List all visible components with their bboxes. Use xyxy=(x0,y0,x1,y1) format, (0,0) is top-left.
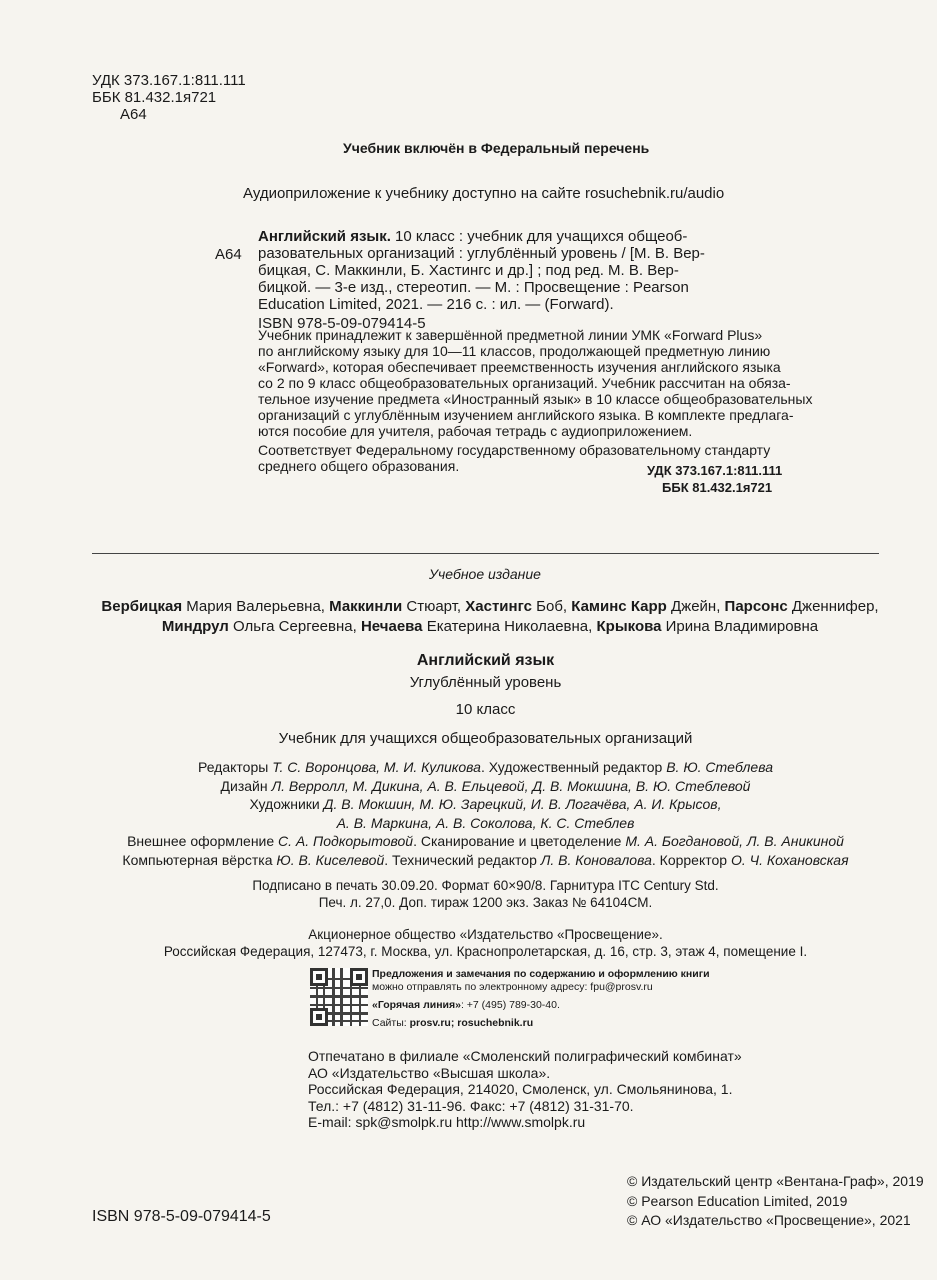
copyright-line: © Pearson Education Limited, 2019 xyxy=(627,1192,848,1209)
udk-code: УДК 373.167.1:811.111 xyxy=(92,72,246,89)
printer-line: Отпечатано в филиале «Смоленский полиграфический комбинат» xyxy=(308,1048,742,1064)
annotation-line: Учебник принадлежит к завершённой предметной линии УМК «Forward Plus» xyxy=(258,327,763,343)
sites-value: prosv.ru; rosuchebnik.ru xyxy=(409,1017,534,1029)
author-name: Ольга Сергеевна, xyxy=(228,618,361,635)
author-surname: Маккинли xyxy=(329,598,403,615)
publisher-line: Российская Федерация, 127473, г. Москва, ул. Краснопролетарская, д. 16, стр. 3, этаж 4, помещение I. xyxy=(163,944,808,959)
copyright-line: © Издательский центр «Вентана-Граф», 2019 xyxy=(627,1173,924,1189)
credits xyxy=(92,758,879,869)
entry-line: бицкая, С. Маккинли, Б. Хастингс и др.] ; под ред. М. В. Вер- xyxy=(258,262,679,279)
annotation-line: по английскому языку для 10—11 классов, продолжающей предметную линию xyxy=(258,343,771,359)
printer-line: Тел.: +7 (4812) 31-11-96. Факс: +7 (4812) 31-31-70. xyxy=(308,1097,634,1114)
hotline-label: «Горячая линия» xyxy=(372,999,461,1011)
book-title: Английский язык xyxy=(416,652,555,669)
credit-value: М. А. Богдановой, Л. В. Аникиной xyxy=(625,833,844,849)
copyrights xyxy=(627,1172,927,1231)
entry-mark: А64 xyxy=(215,246,242,263)
annotation-line: «Forward», которая обеспечивает преемственность изучения английского языка xyxy=(258,359,781,375)
credit-label: Внешнее оформление xyxy=(127,833,279,849)
hotline-number: : +7 (495) 789-30-40. xyxy=(460,999,560,1011)
credit-value: Л. В. Коновалова xyxy=(540,851,652,868)
bbk-right: ББК 81.432.1я721 xyxy=(662,480,773,495)
print-info-line: Печ. л. 27,0. Доп. тираж 1200 экз. Заказ № 64104СМ. xyxy=(318,895,653,910)
entry-line: Education Limited, 2021. — 216 с. : ил. — (Forward). xyxy=(258,296,614,313)
print-info-line: Подписано в печать 30.09.20. Формат 60×90/8. Гарнитура ITC Century Std. xyxy=(252,878,719,893)
credit-label: . Художественный редактор xyxy=(480,759,667,775)
author-name: Дженнифер, xyxy=(787,598,879,615)
author-surname: Миндрул xyxy=(161,618,229,635)
author-surname: Нечаева xyxy=(360,618,423,635)
credit-value: О. Ч. Кохановская xyxy=(730,851,849,868)
credit-label: . Технический редактор xyxy=(384,851,541,868)
standard-line: Соответствует Федеральному государственному образовательному стандарту xyxy=(258,442,771,458)
publisher-line: Акционерное общество «Издательство «Просвещение». xyxy=(308,927,663,942)
credit-label: Художники xyxy=(249,796,324,812)
printer xyxy=(308,1048,828,1131)
print-info xyxy=(92,877,879,911)
credit-label: Компьютерная вёрстка xyxy=(122,851,277,868)
author-name: Стюарт, xyxy=(402,598,466,615)
sites-label: Сайты: xyxy=(372,1017,410,1029)
publisher xyxy=(92,926,879,960)
annotation xyxy=(258,327,813,474)
proposals-email: можно отправлять по электронному адресу: fpu@prosv.ru xyxy=(372,981,653,993)
credit-value: А. В. Маркина, А. В. Соколова, К. С. Стеблев xyxy=(336,814,635,831)
audio-note: Аудиоприложение к учебнику доступно на сайте rosuchebnik.ru/audio xyxy=(243,185,725,202)
catalog-entry xyxy=(258,228,778,332)
contacts xyxy=(372,968,710,1030)
authors xyxy=(100,597,880,637)
author-surname: Вербицкая xyxy=(101,598,183,615)
divider xyxy=(92,553,879,554)
book-level: Углублённый уровень xyxy=(409,674,562,691)
qr-code xyxy=(310,968,368,1026)
annotation-line: со 2 по 9 класс общеобразовательных организаций. Учебник рассчитан на обяза- xyxy=(258,375,791,391)
credit-value: Т. С. Воронцова, М. И. Куликова xyxy=(272,759,481,775)
author-name: Екатерина Николаевна, xyxy=(422,618,597,635)
credit-label: Редакторы xyxy=(197,759,273,775)
credit-label: Дизайн xyxy=(220,777,272,794)
author-surname: Хастингс xyxy=(465,598,532,615)
edition-type: Учебное издание xyxy=(429,566,541,582)
udk-right: УДК 373.167.1:811.111 xyxy=(647,463,783,478)
credit-value: Л. Верролл, М. Дикина, А. В. Ельцевой, Д. В. Мокшина, В. Ю. Стеблевой xyxy=(271,777,751,794)
author-name: Ирина Владимировна xyxy=(661,618,819,635)
author-surname: Каминс Карр xyxy=(571,598,667,615)
book-grade: 10 класс xyxy=(455,701,516,718)
proposals-heading: Предложения и замечания по содержанию и оформлению книги xyxy=(372,968,710,980)
credit-label: . Корректор xyxy=(651,851,731,868)
credit-value: С. А. Подкорытовой xyxy=(278,833,414,849)
book-audience: Учебник для учащихся общеобразовательных организаций xyxy=(278,730,693,747)
entry-isbn: ISBN 978-5-09-079414-5 xyxy=(258,315,426,332)
credit-value: Д. В. Мокшин, М. Ю. Зарецкий, И. В. Логачёва, А. И. Крысов, xyxy=(323,796,722,812)
author-surname: Крыкова xyxy=(596,618,662,635)
author-name: Боб, xyxy=(531,598,572,615)
federal-list-note: Учебник включён в Федеральный перечень xyxy=(343,140,650,156)
annotation-line: ются пособие для учителя, рабочая тетрадь с аудиоприложением. xyxy=(258,423,693,439)
bbk-code: ББК 81.432.1я721 xyxy=(92,89,217,106)
annotation-line: организаций с углублённым изучением английского языка. В комплекте предлага- xyxy=(258,407,794,423)
credit-value: В. Ю. Стеблева xyxy=(666,759,774,775)
entry-line: 10 класс : учебник для учащихся общеоб- xyxy=(390,228,688,245)
printer-line: Российская Федерация, 214020, Смоленск, ул. Смольянинова, 1. xyxy=(308,1081,733,1097)
author-name: Джейн, xyxy=(666,598,725,615)
entry-line: разовательных организаций : углублённый уровень / [М. В. Вер- xyxy=(258,245,705,262)
standard-line: среднего общего образования. xyxy=(258,458,460,474)
author-name: Мария Валерьевна, xyxy=(182,598,330,615)
printer-line: E-mail: spk@smolpk.ru http://www.smolpk.ru xyxy=(308,1114,586,1130)
printer-line: АО «Издательство «Высшая школа». xyxy=(308,1064,551,1081)
copyright-line: © АО «Издательство «Просвещение», 2021 xyxy=(627,1212,911,1228)
footer-isbn: ISBN 978-5-09-079414-5 xyxy=(92,1208,271,1225)
entry-line: бицкой. — 3-е изд., стереотип. — М. : Просвещение : Pearson xyxy=(258,279,689,296)
credit-label: . Сканирование и цветоделение xyxy=(413,833,626,849)
credit-value: Ю. В. Киселевой xyxy=(276,851,385,868)
book-block xyxy=(92,650,879,750)
annotation-line: тельное изучение предмета «Иностранный язык» в 10 классе общеобразовательных xyxy=(258,391,813,407)
author-mark: А64 xyxy=(120,106,147,123)
entry-title: Английский язык. xyxy=(258,228,391,245)
author-surname: Парсонс xyxy=(724,598,788,615)
